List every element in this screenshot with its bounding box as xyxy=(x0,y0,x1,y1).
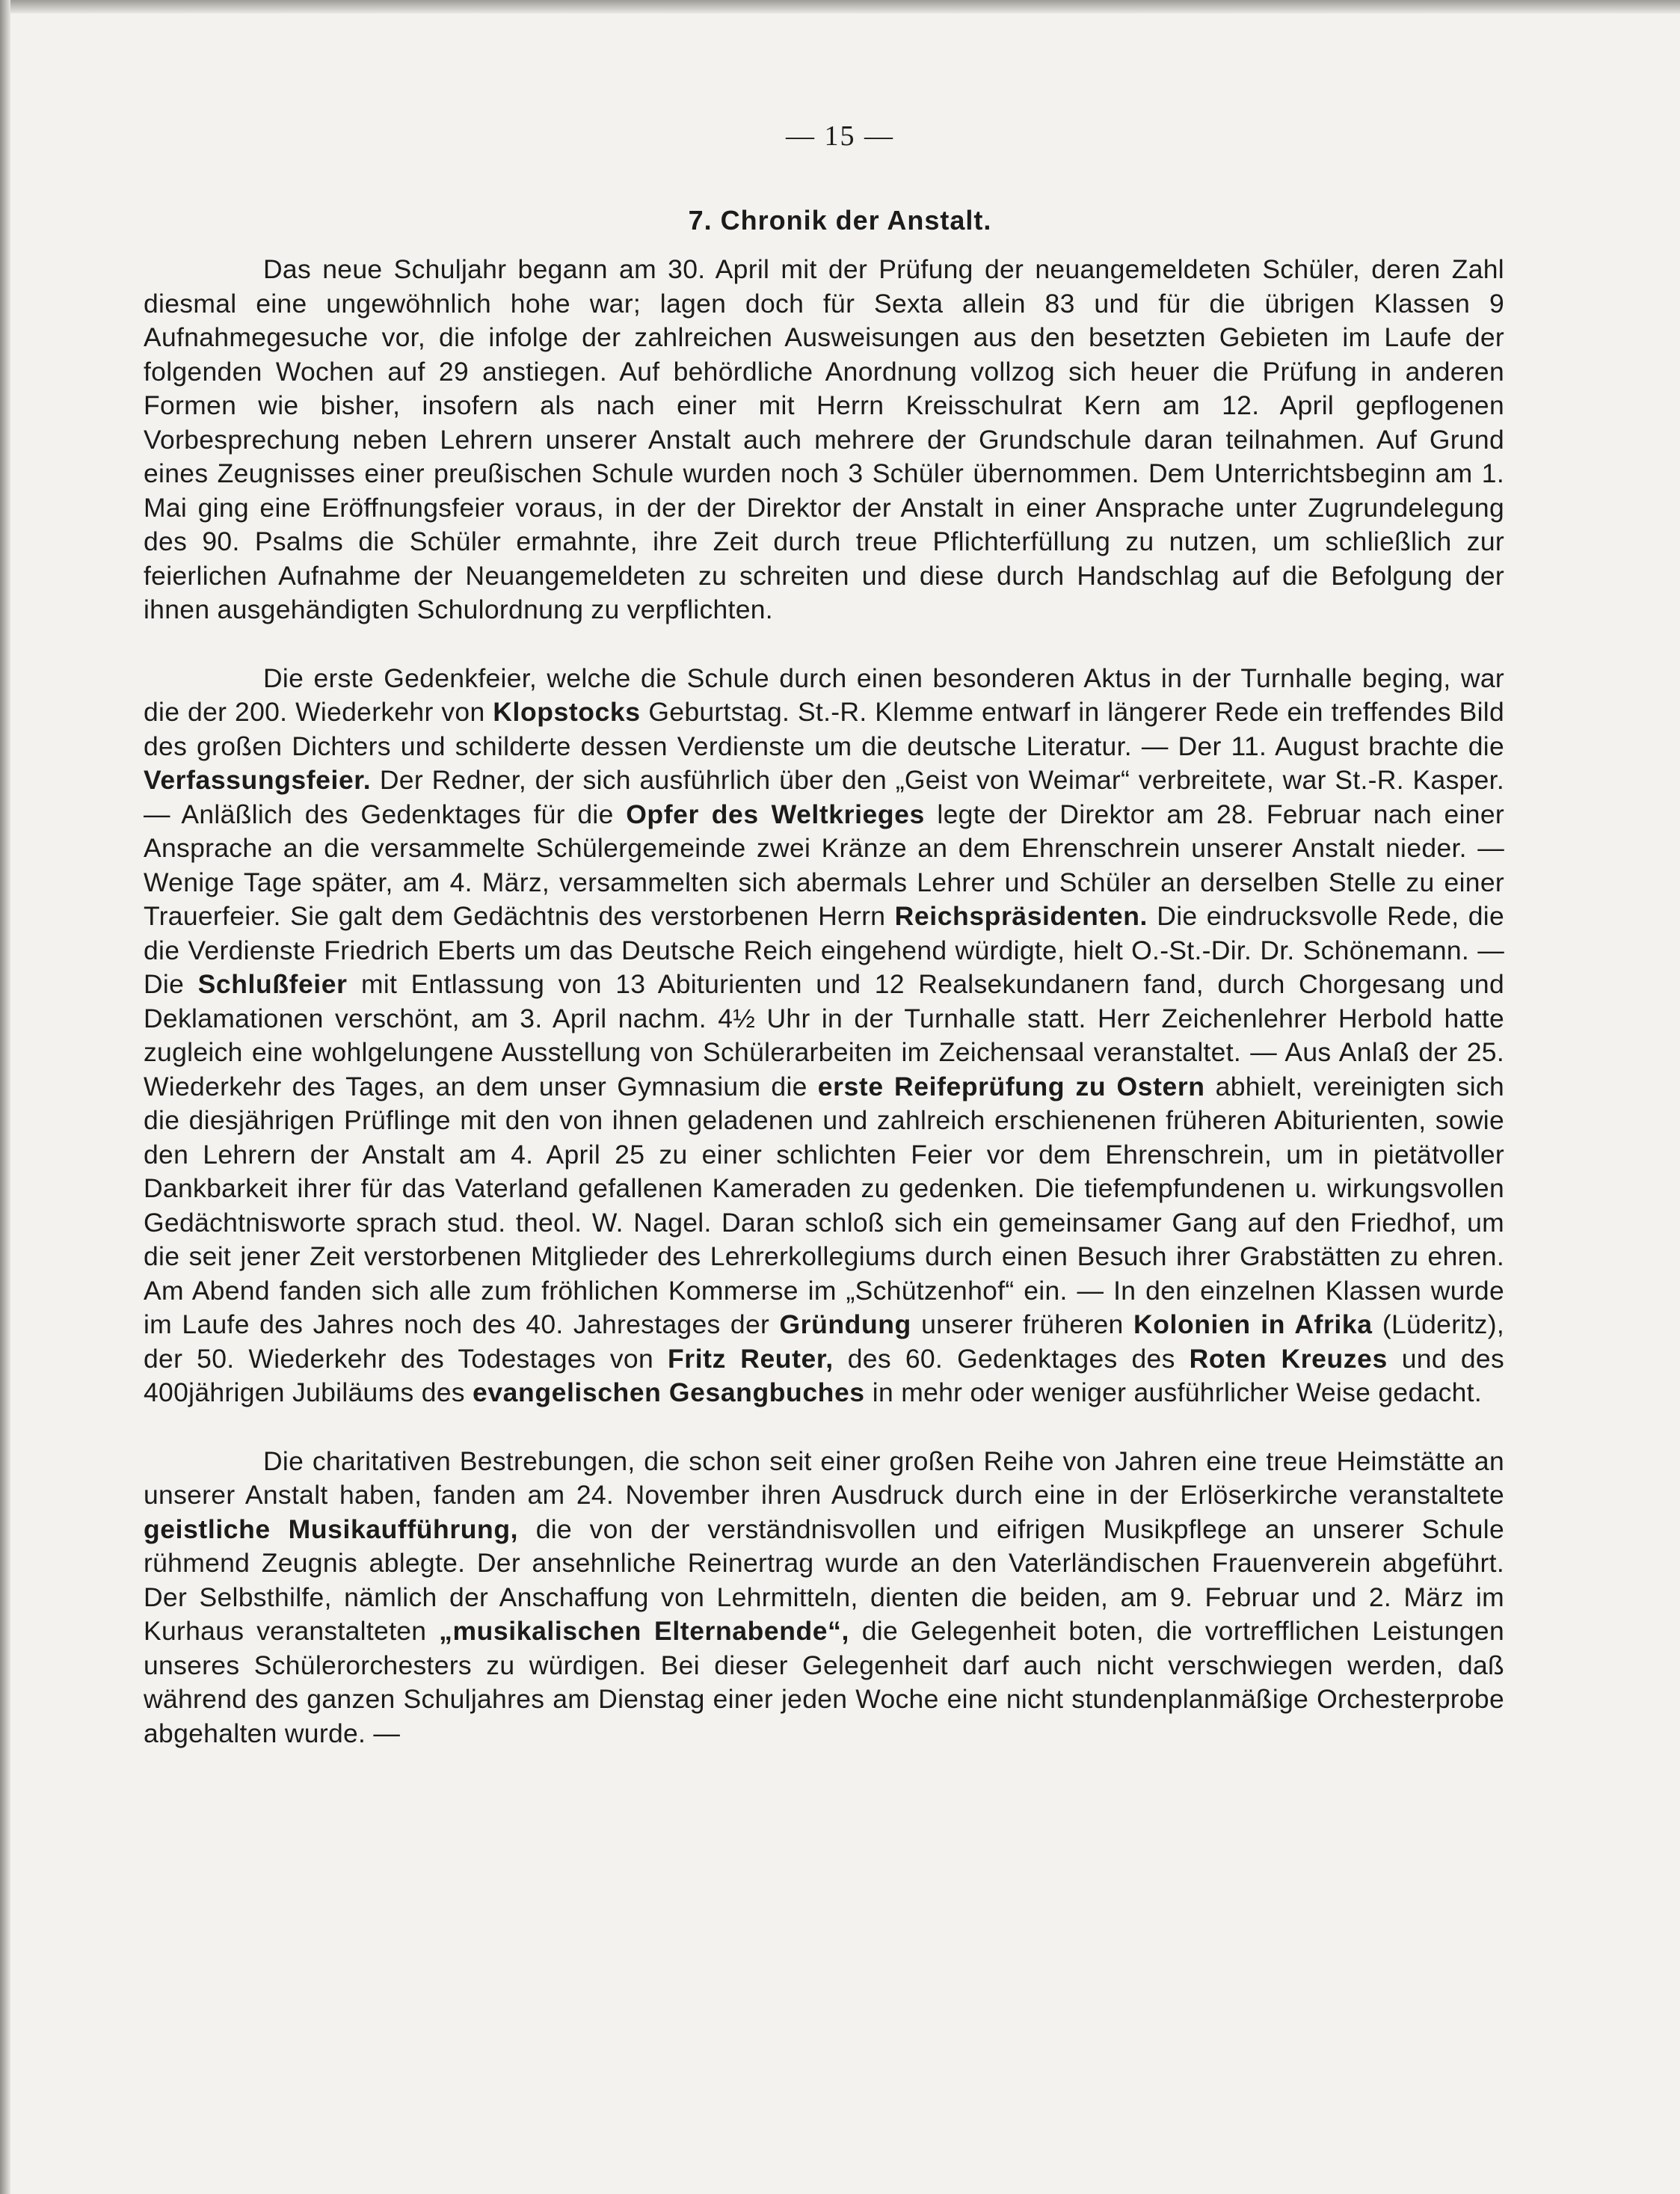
emphasized-text: evangelischen Gesangbuches xyxy=(473,1377,865,1407)
emphasized-text: Kolonien in Afrika xyxy=(1133,1309,1373,1339)
emphasized-text: Klopstocks xyxy=(493,697,641,727)
text-run: unserer früheren xyxy=(911,1309,1133,1339)
emphasized-text: Gründung xyxy=(779,1309,911,1339)
section-heading: 7. Chronik der Anstalt. xyxy=(688,205,992,236)
text-run: Die erste Gedenkfeier, welche die Schule durch einen besonderen Aktus in der Turnhalle beging, war die der 200. Wiederkehr von xyxy=(144,663,1504,727)
emphasized-text: Opfer des Weltkrieges xyxy=(626,799,925,829)
text-run: Der Redner, der sich ausführlich über den „Geist von Weimar“ verbreitete, war St.-R. Kasper. — Anläßlich des Gedenktages für die xyxy=(144,765,1504,829)
emphasized-text: geistliche Musikaufführung, xyxy=(144,1514,519,1544)
text-run: Geburtstag. St.-R. Klemme entwarf in längerer Rede ein treffendes Bild des großen Dichters und schilderte dessen Verdienste um die deutsche Literatur. — Der 11. August brachte die xyxy=(144,697,1504,761)
text-run: in mehr oder weniger ausführlicher Weise gedacht. xyxy=(864,1377,1482,1407)
text-run: abhielt, vereinigten sich die diesjährigen Prüflinge mit den von ihnen geladenen und zahlreich erschienenen früheren Abiturienten, sowie den Lehrern der Anstalt am 4. April 25 zu einer schlichten Feier vor dem Ehrenschrein, um in pietätvoller Dankbarkeit ihrer für das Vaterland gefallenen Kameraden zu gedenken. Die tiefempfundenen u. wirkungsvollen Gedächtnisworte sprach stud. theol. W. Nagel. Daran schloß sich ein gemeinsamer Gang auf den Friedhof, um die seit jener Zeit verstorbenen Mitglieder des Lehrerkollegiums durch einen Besuch ihrer Grabstätten zu ehren. Am Abend fanden sich alle zum fröhlichen Kommerse im „Schützenhof“ ein. — In den einzelnen Klassen wurde im Laufe des Jahres noch des 40. Jahrestages der xyxy=(144,1071,1504,1339)
paragraph-1 xyxy=(144,253,1504,627)
page-number: — 15 — xyxy=(786,120,894,152)
text-run: und des 400jährigen Jubiläums des xyxy=(144,1343,1505,1407)
scan-edge-top xyxy=(0,0,1680,13)
body-text xyxy=(144,253,1504,1751)
text-run: mit Entlassung von 13 Abiturienten und 12 Realsekundanern fand, durch Chorgesang und Deklamationen verschönt, am 3. April nachm. 4½ Uhr in der Turnhalle statt. Herr Zeichenlehrer Herbold hatte zugleich eine wohlgelungene Ausstellung von Schülerarbeiten im Zeichensaal veranstaltet. — Aus Anlaß der 25. Wiederkehr des Tages, an dem unser Gymnasium die xyxy=(144,969,1504,1101)
text-run: des 60. Gedenktages des xyxy=(833,1343,1190,1374)
emphasized-text: Roten Kreuzes xyxy=(1189,1343,1388,1374)
emphasized-text: Verfassungsfeier. xyxy=(144,765,372,795)
text-run: die von der verständnisvollen und eifrigen Musikpflege an unserer Schule rühmend Zeugnis ablegte. Der ansehnliche Reinertrag wurde an den Vaterländischen Frauenverein abgeführt. Der Selbsthilfe, nämlich der Anschaffung von Lehrmitteln, dienten die beiden, am 9. Februar und 2. März im Kurhaus veranstalteten xyxy=(144,1514,1504,1646)
emphasized-text: Reichspräsidenten. xyxy=(894,901,1148,931)
paragraph-2 xyxy=(144,662,1504,1410)
emphasized-text: Schlußfeier xyxy=(197,969,348,999)
text-run: die Gelegenheit boten, die vortrefflichen Leistungen unseres Schülerorchesters zu würdigen. Bei dieser Gelegenheit darf auch nicht verschwiegen werden, daß während des ganzen Schuljahres am Dienstag einer jeden Woche eine nicht stundenplanmäßige Orchesterprobe abgehalten wurde. — xyxy=(144,1616,1505,1748)
text-run: Das neue Schuljahr begann am 30. April mit der Prüfung der neuangemeldeten Schüler, deren Zahl diesmal eine ungewöhnlich hohe war; lagen doch für Sexta allein 83 und für die übrigen Klassen 9 Aufnahmegesuche vor, die infolge der zahlreichen Ausweisungen aus den besetzten Gebieten im Laufe der folgenden Wochen auf 29 anstiegen. Auf behördliche Anordnung vollzog sich heuer die Prüfung in anderen Formen wie bisher, insofern als nach einer mit Herrn Kreisschulrat Kern am 12. April gepflogenen Vorbesprechung neben Lehrern unserer Anstalt auch mehrere der Grundschule daran teilnahmen. Auf Grund eines Zeugnisses einer preußischen Schule wurden noch 3 Schüler übernommen. Dem Unterrichtsbeginn am 1. Mai ging eine Eröffnungsfeier voraus, in der der Direktor der Anstalt in einer Ansprache unter Zugrundelegung des 90. Psalms die Schüler ermahnte, ihre Zeit durch treue Pflichterfüllung zu nutzen, um schließlich zur feierlichen Aufnahme der Neuangemeldeten zu schreiten und diese durch Handschlag auf die Befolgung der ihnen ausgehändigten Schulordnung zu verpflichten. xyxy=(144,254,1504,624)
text-run: legte der Direktor am 28. Februar nach einer Ansprache an die versammelte Schülergemeinde zwei Kränze an dem Ehrenschrein unserer Anstalt nieder. — Wenige Tage später, am 4. März, versammelten sich abermals Lehrer und Schüler an derselben Stelle zu einer Trauerfeier. Sie galt dem Gedächtnis des verstorbenen Herrn xyxy=(144,799,1504,931)
text-run: Die charitativen Bestrebungen, die schon seit einer großen Reihe von Jahren eine treue Heimstätte an unserer Anstalt haben, fanden am 24. November ihren Ausdruck durch eine in der Erlöserkirche veranstaltete xyxy=(144,1445,1504,1510)
emphasized-text: „musikalischen Elternabende“, xyxy=(439,1616,849,1646)
emphasized-text: erste Reifeprüfung zu Ostern xyxy=(817,1071,1205,1101)
scan-edge-left xyxy=(0,0,10,2194)
text-run: Die eindrucksvolle Rede, die die Verdienste Friedrich Eberts um das Deutsche Reich eingehend würdigte, hielt O.-St.-Dir. Dr. Schönemann. — Die xyxy=(144,901,1504,999)
text-run: (Lüderitz), der 50. Wiederkehr des Todestages von xyxy=(144,1309,1504,1374)
emphasized-text: Fritz Reuter, xyxy=(668,1343,834,1374)
paragraph-3 xyxy=(144,1445,1504,1751)
